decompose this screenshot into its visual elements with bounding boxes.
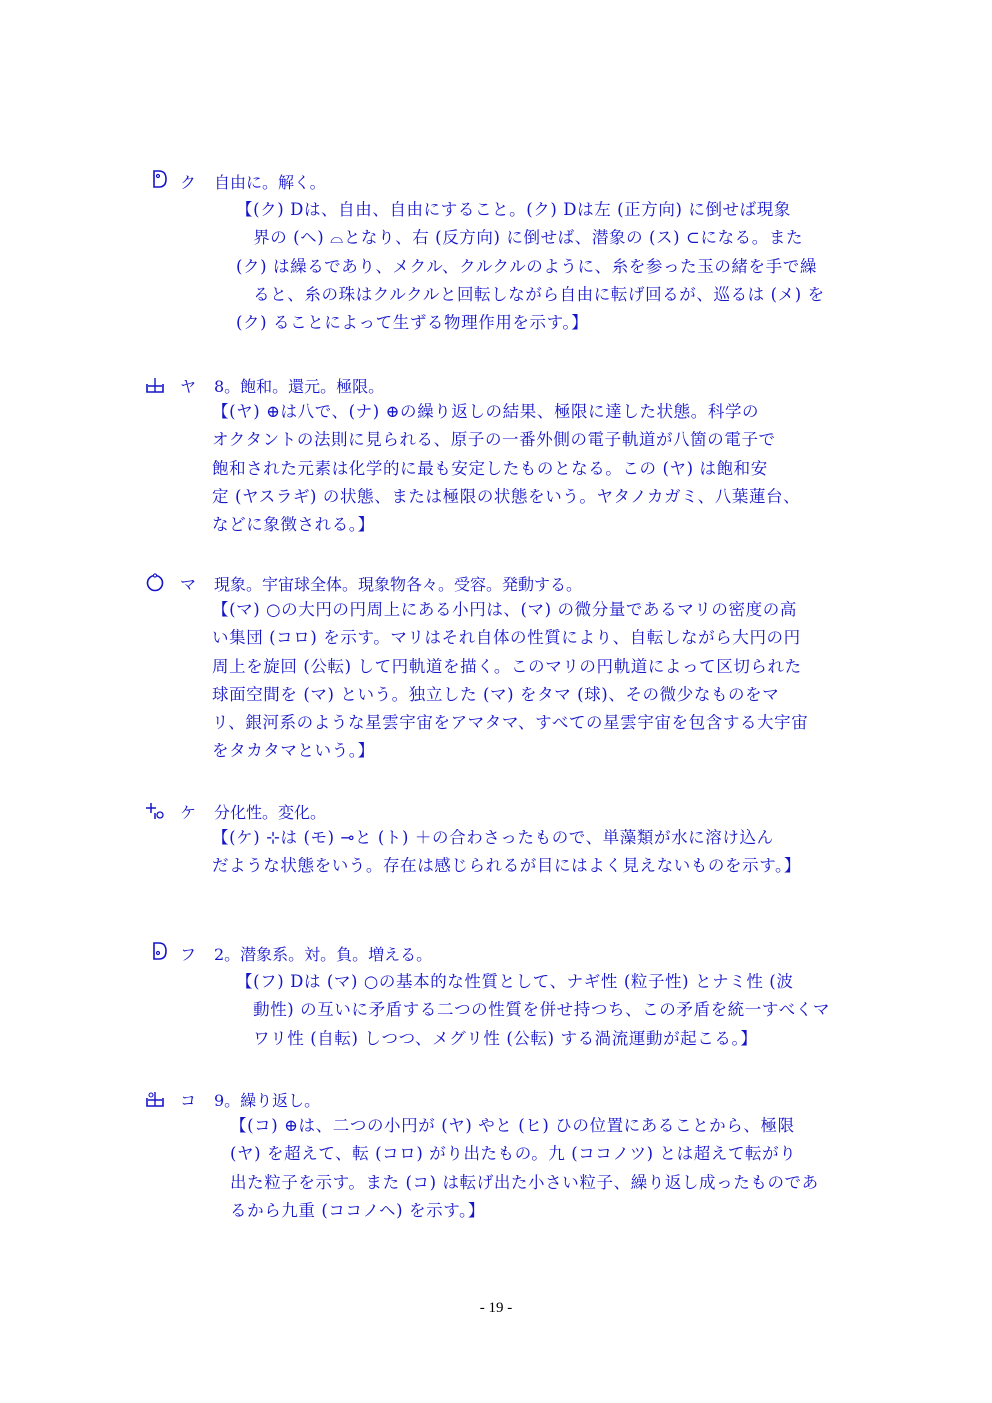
body-line: だような状態をいう。存在は感じられるが目にはよく見えないものを示す。】 [212,856,801,876]
entry-body [236,968,830,1053]
body-line: 球面空間を (マ) という。独立した (マ) をタマ (球)、その微少なものをマ [212,684,780,704]
entry-heading [180,574,582,596]
body-line: 【(ク) Dは、自由、自由にすること。(ク) Dは左 (正方向) に倒せば現象 [236,200,791,219]
entry-heading [180,376,384,398]
kana-label: フ [180,945,197,964]
body-line: ワリ性 (自転) しつつ、メグリ性 (公転) する渦流運動が起こる。】 [236,1028,758,1048]
body-line: 【(フ) Dは (マ) ○の基本的な性質として、ナギ性 (粒子性) とナミ性 (波 [236,972,794,991]
kana-label: ケ [180,803,197,822]
body-line: 出た粒子を示す。また (コ) は転げ出た小さい粒子、繰り返し成ったものであ [230,1172,819,1192]
body-line: (ク) ることによって生ずる物理作用を示す。】 [236,313,589,333]
kana-label: コ [180,1091,197,1110]
body-line: (ク) は繰るであり、メクル、クルクルのように、糸を参った玉の緒を手で繰 [236,256,817,276]
body-line: リ、銀河系のような星雲宇宙をアマタマ、すべての星雲宇宙を包含する大宇宙 [212,713,809,733]
body-line: 【(ケ) ⊹は (モ) ⊸と (ト) ＋の合わさったもので、単藻類が水に溶け込ん [212,828,774,847]
heading-text: 9。繰り返し。 [214,1091,321,1110]
kana-label: マ [180,575,197,594]
ma-circle-glyph-icon [144,572,166,594]
body-line: 周上を旋回 (公転) して円軌道を描く。このマリの円軌道によって区切られた [212,656,802,676]
heading-text: 8。飽和。還元。極限。 [214,377,385,396]
heading-text: 現象。宇宙球全体。現象物各々。受容。発動する。 [214,575,583,594]
page-number: - 19 - [479,1300,513,1316]
entry-heading [180,1090,320,1112]
body-line: (ヤ) を超えて、転 (コロ) がり出たもの。九 (ココノツ) とは超えて転がり [230,1144,797,1164]
body-line: 界の (ヘ) ⌓となり、右 (反方向) に倒せば、潜象の (ス) ⊂になる。また [236,228,804,248]
entry-body [212,824,801,881]
heading-text: 2。潜象系。対。負。増える。 [214,945,433,964]
kana-label: ヤ [180,377,197,396]
body-line: い集団 (コロ) を示す。マリはそれ自体の性質により、自転しながら大円の円 [212,628,801,648]
entry-heading [180,172,326,194]
body-line: 定 (ヤスラギ) の状態、または極限の状態をいう。ヤタノカガミ、八葉蓮台、 [212,486,801,506]
body-line: 飽和された元素は化学的に最も安定したものとなる。この (ヤ) は飽和安 [212,458,768,478]
body-line: 動性) の互いに矛盾する二つの性質を併せ持つち、この矛盾を統一すべくマ [236,1000,830,1020]
ko-glyph-icon [144,1088,166,1110]
d-shape-glyph-icon [148,168,170,190]
body-line: ると、糸の珠はクルクルと回転しながら自由に転げ回るが、巡るは (メ) を [236,284,825,304]
kana-label: ク [180,173,197,192]
entry-body [236,196,825,337]
entry-body [212,596,808,766]
entry-body [230,1112,819,1225]
ya-glyph-icon [144,374,166,396]
body-line: 【(マ) ○の大円の円周上にある小円は、(マ) の微分量であるマリの密度の高 [212,600,797,619]
entry-heading [180,944,432,966]
body-line: などに象徴される。】 [212,515,375,535]
body-line: るから九重 (ココノヘ) を示す。】 [230,1200,485,1220]
fu-glyph-icon [148,940,170,962]
body-line: をタカタマという。】 [212,741,375,761]
ke-glyph-icon [144,800,166,822]
body-line: 【(ヤ) ⊕は八で、(ナ) ⊕の繰り返しの結果、極限に達した状態。科学の [212,402,760,421]
body-line: オクタントの法則に見られる、原子の一番外側の電子軌道が八箇の電子で [212,430,776,450]
body-line: 【(コ) ⊕は、二つの小円が (ヤ) やと (ヒ) ひの位置にあることから、極限 [230,1116,795,1135]
heading-text: 分化性。変化。 [214,803,327,822]
entry-heading [180,802,326,824]
entry-body [212,398,800,539]
heading-text: 自由に。解く。 [214,173,326,192]
